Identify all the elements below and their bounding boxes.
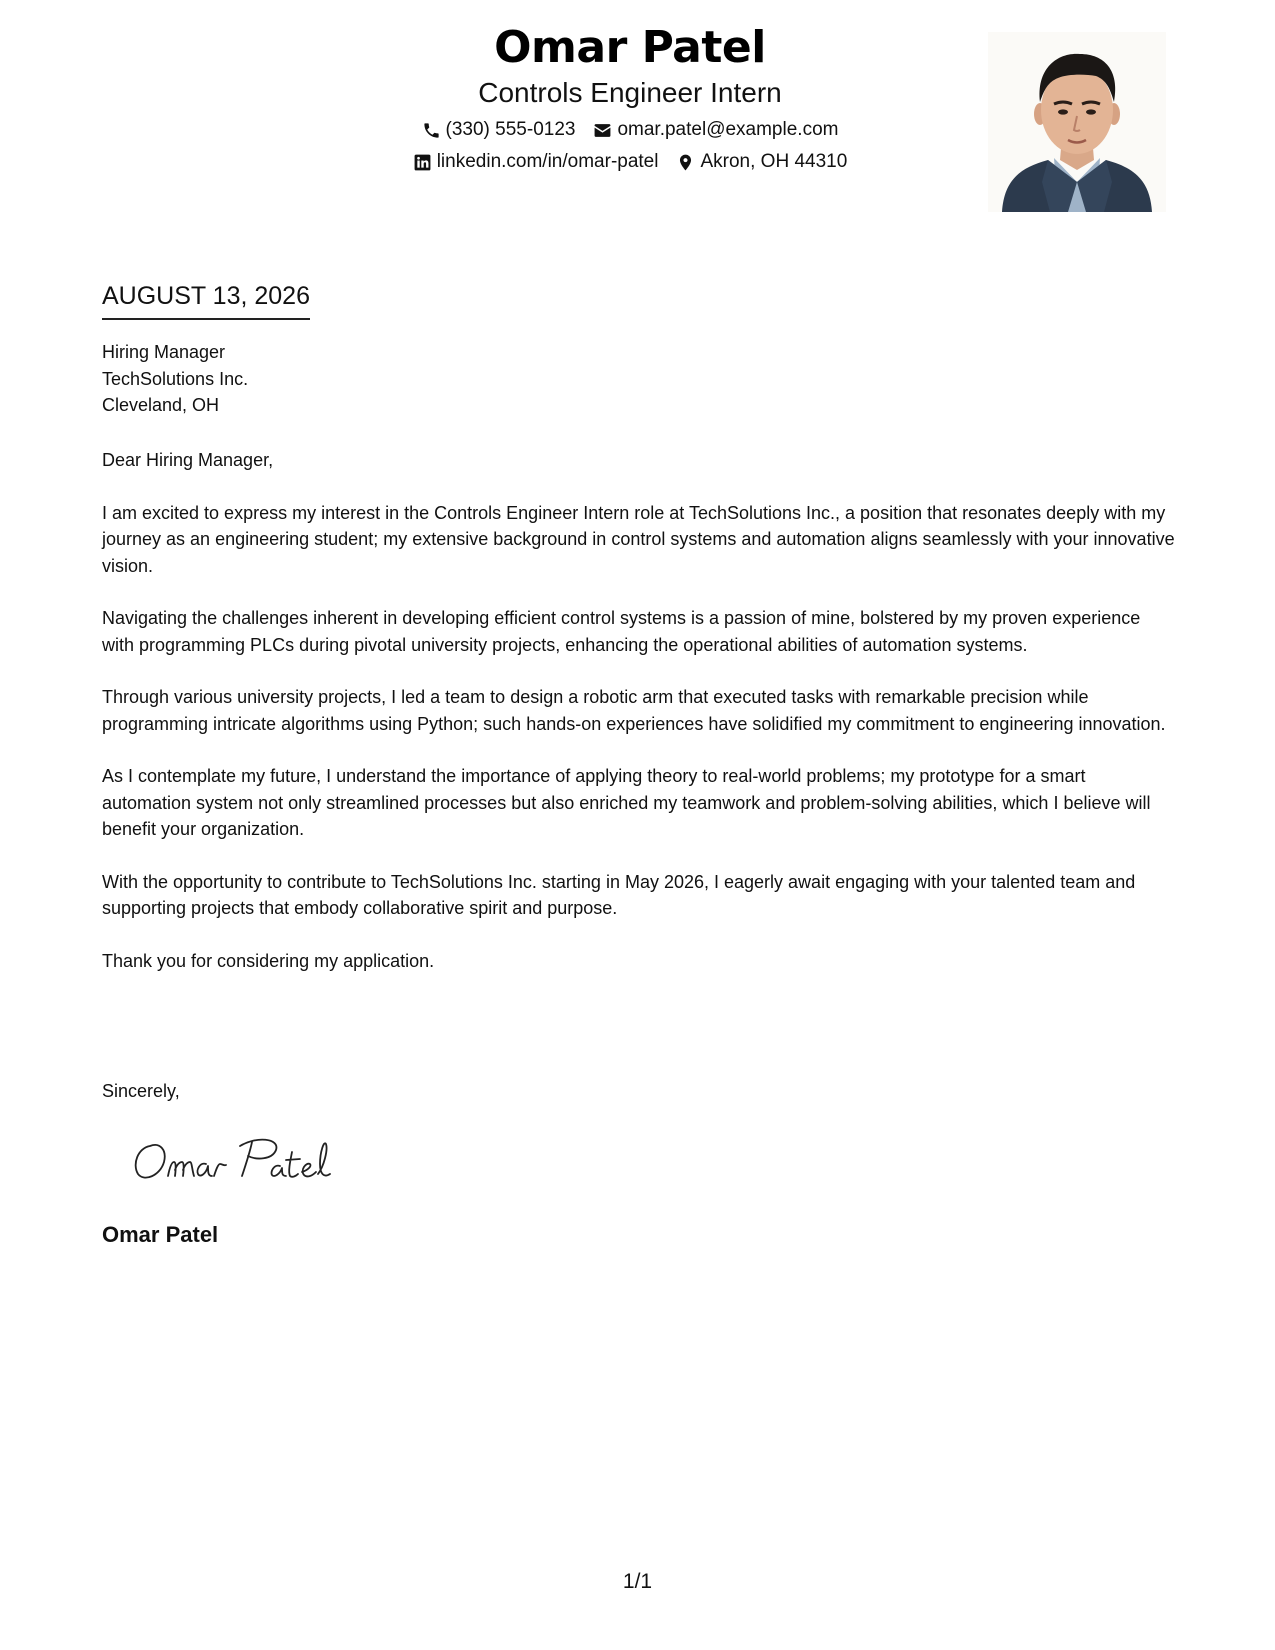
- recipient-company: TechSolutions Inc.: [102, 368, 249, 389]
- contact-row-2: [330, 150, 930, 174]
- page-number: 1/1: [622, 1570, 653, 1593]
- recipient-title: Hiring Manager: [102, 342, 226, 362]
- email-contact: [593, 118, 838, 142]
- location-text: Akron, OH 44310: [700, 151, 848, 172]
- letter-header: [330, 20, 930, 174]
- recipient-location: Cleveland, OH: [102, 395, 220, 415]
- phone-icon: [422, 121, 441, 140]
- map-marker-icon: [676, 153, 695, 172]
- linkedin-icon: [413, 153, 432, 172]
- closing: Sincerely,: [102, 1081, 180, 1101]
- letter-date: AUGUST 13, 2026: [102, 278, 310, 320]
- body-paragraph: Navigating the challenges inherent in developing efficient control systems is a passion of mine, bolstered by my proven experience with programming PLCs during pivotal university projects, enhancing the operational abilities of automation systems.: [102, 608, 1141, 655]
- body-paragraph: Thank you for considering my application.: [102, 950, 435, 971]
- envelope-icon: [593, 121, 612, 140]
- body-paragraph: I am excited to express my interest in the Controls Engineer Intern role at TechSolutions Inc., a position that resonates deeply with my journey as an engineering student; my extensive background in control systems and automation aligns seamlessly with your innovative vision.: [102, 502, 1175, 576]
- body-paragraph: With the opportunity to contribute to TechSolutions Inc. starting in May 2026, I eagerly await engaging with your talented team and supporting projects that embody collaborative spirit and purpose.: [102, 871, 1136, 918]
- signer-name: Omar Patel: [102, 1222, 219, 1247]
- contact-row-1: [330, 118, 930, 142]
- handwritten-signature: [130, 1132, 350, 1188]
- body-paragraph: As I contemplate my future, I understand the importance of applying theory to real-world problems; my prototype for a smart automation system not only streamlined processes but also enriched my teamwork and problem-solving abilities, which I believe will benefit your organization.: [102, 766, 1151, 839]
- recipient-block: [102, 339, 248, 419]
- letter-body: [102, 447, 1177, 1000]
- applicant-name: Omar Patel: [494, 22, 766, 73]
- salutation: Dear Hiring Manager,: [102, 450, 274, 470]
- applicant-role: Controls Engineer Intern: [478, 77, 782, 108]
- location-contact: [676, 150, 847, 174]
- phone-number: (330) 555-0123: [445, 119, 576, 140]
- profile-photo: [988, 32, 1166, 212]
- email-address: omar.patel@example.com: [617, 119, 839, 140]
- linkedin-url: linkedin.com/in/omar-patel: [436, 151, 659, 172]
- body-paragraph: Through various university projects, I led a team to design a robotic arm that executed tasks with remarkable precision while programming intricate algorithms using Python; such hands-on experiences have solidified my commitment to engineering innovation.: [102, 687, 1166, 734]
- linkedin-contact: [413, 150, 659, 174]
- phone-contact: [422, 118, 576, 142]
